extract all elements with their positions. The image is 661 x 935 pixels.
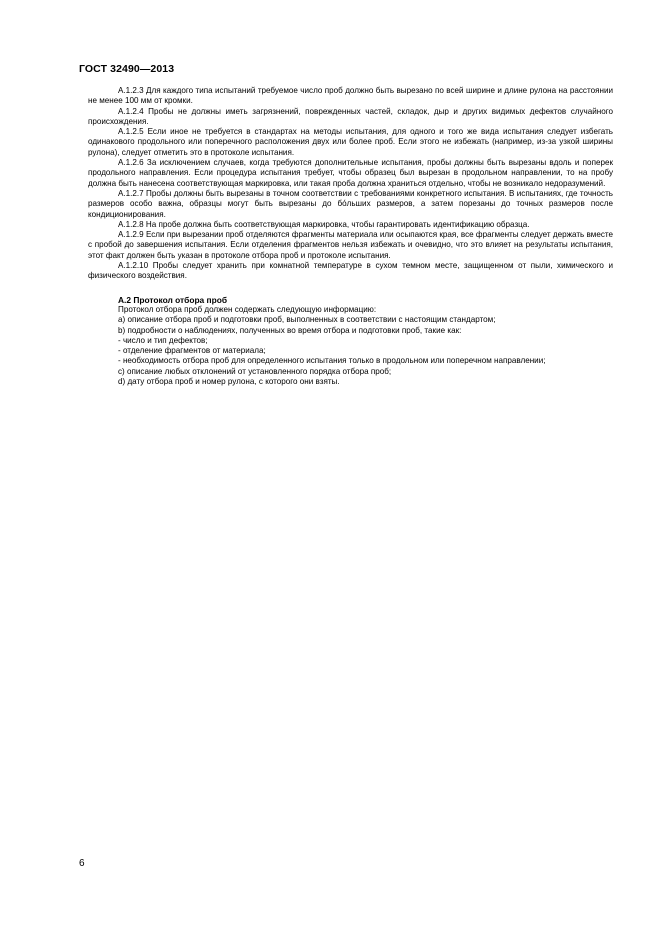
section-intro: Протокол отбора проб должен содержать следующую информацию: <box>118 304 377 314</box>
list-subitem-direction: - необходимость отбора проб для определенного испытания только в продольном или поперечном направлении; <box>118 356 546 366</box>
paragraph-a-1-2-8: А.1.2.8 На пробе должна быть соответствующая маркировка, чтобы гарантировать идентификацию образца. <box>118 219 530 229</box>
document-body <box>88 86 613 387</box>
list-item-d: d) дату отбора проб и номер рулона, с которого они взяты. <box>118 377 340 387</box>
paragraph-a-1-2-7: А.1.2.7 Пробы должны быть вырезаны в точном соответствии с требованиями конкретного испытания. В испытаниях, где точность размеров особо важна, образцы могут быть вырезаны до бо́льших размеров, а затем порезаны до точных размеров после кондиционирования. <box>88 188 613 219</box>
list-item-c: c) описание любых отклонений от установленного порядка отбора проб; <box>118 366 392 376</box>
paragraph-a-1-2-6: А.1.2.6 За исключением случаев, когда требуются дополнительные испытания, пробы должны быть вырезаны вдоль и поперек продольного направления. Если процедура испытания требует, чтобы образец был вырезан в продольном направлении, то на пробу должна быть нанесена соответствующая маркировка, или такая проба должна храниться отдельно, чтобы не возникало недоразумений. <box>88 158 613 188</box>
paragraph-a-1-2-5: А.1.2.5 Если иное не требуется в стандартах на методы испытания, для одного и того же вида испытания следует избегать одинакового продольного или поперечного расположения двух или более проб. Если этого не избежать (например, из-за узкой ширины рулона), следует отметить это в протоколе испытания. <box>88 127 613 157</box>
section-heading-a-2: А.2 Протокол отбора проб <box>118 294 228 305</box>
list-item-a: a) описание отбора проб и подготовки проб, выполненных в соответствии с настоящим стандартом; <box>118 315 496 325</box>
list-item-b: b) подробности о наблюдениях, полученных во время отбора и подготовки проб, такие как: <box>118 325 462 335</box>
page-number: 6 <box>79 858 85 869</box>
list-subitem-fragments: - отделение фрагментов от материала; <box>118 346 266 356</box>
list-subitem-defects: - число и тип дефектов; <box>118 335 208 345</box>
paragraph-a-1-2-4: А.1.2.4 Пробы не должны иметь загрязнений, поврежденных частей, складок, дыр и других видимых дефектов случайного происхождения. <box>88 106 613 126</box>
paragraph-a-1-2-3: А.1.2.3 Для каждого типа испытаний требуемое число проб должно быть вырезано по всей ширине и длине рулона на расстоянии не менее 100 мм от кромки. <box>88 86 613 106</box>
paragraph-a-1-2-9: А.1.2.9 Если при вырезании проб отделяются фрагменты материала или осыпаются края, все фрагменты следует держать вместе с пробой до завершения испытания. Если отделения фрагментов нельзя избежать и очевидно, что это влияет на результаты испытания, этот факт должен быть указан в протоколе отбора проб и протоколе испытания. <box>88 230 613 260</box>
standard-header: ГОСТ 32490—2013 <box>79 63 175 75</box>
paragraph-a-1-2-10: А.1.2.10 Пробы следует хранить при комнатной температуре в сухом темном месте, защищенном от пыли, химического и физического воздействия. <box>88 261 613 281</box>
